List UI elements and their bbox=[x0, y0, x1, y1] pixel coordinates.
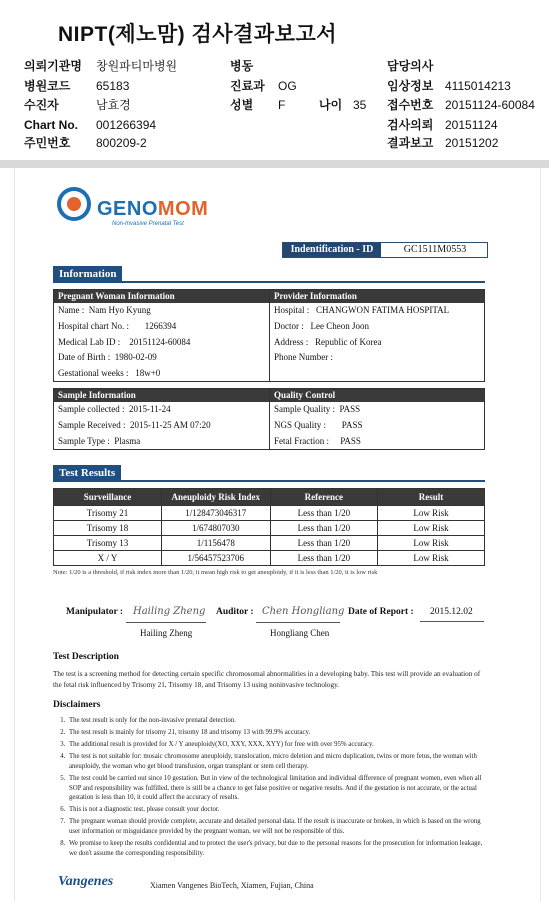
page-divider bbox=[0, 160, 549, 168]
info-row: Hospital : CHANGWON FATIMA HOSPITAL bbox=[274, 305, 450, 315]
info-row: NGS Quality : PASS bbox=[274, 419, 363, 430]
logo-mother-icon bbox=[67, 197, 81, 211]
info-row: Sample Type : Plasma bbox=[58, 435, 141, 446]
table-cell: Trisomy 13 bbox=[54, 536, 162, 551]
manipulator-label: Manipulator : bbox=[66, 607, 124, 617]
auditor-name: Hongliang Chen bbox=[270, 628, 330, 638]
table-cell: Low Risk bbox=[378, 536, 485, 551]
identification-box bbox=[282, 242, 488, 258]
table-cell: Low Risk bbox=[378, 551, 485, 566]
table-cell: Low Risk bbox=[378, 506, 485, 521]
test-description-title: Test Description bbox=[53, 652, 119, 662]
test-description-text: The test is a screening method for detecting certain specific chromosomal abnormalities in a developing baby. This test will provide an evaluation of the fetal risk influenced by Trisomy 21, Trisomy 18, and Trisomy 13 using noninvasive technology. bbox=[53, 670, 481, 689]
hospital-name-field: 의뢰기관명 창원파티마병원 bbox=[24, 59, 178, 73]
table-cell: Low Risk bbox=[378, 521, 485, 536]
info-row: Name : Nam Hyo Kyung bbox=[58, 305, 151, 315]
table-cell: 1/128473046317 bbox=[162, 506, 271, 521]
vangenes-logo: Vangenes bbox=[58, 874, 114, 889]
column-header: Reference bbox=[270, 489, 378, 506]
info-row: Gestational weeks : 18w+0 bbox=[58, 368, 161, 379]
column-header: Surveillance bbox=[54, 489, 162, 506]
age-field: 나이 35 bbox=[319, 98, 367, 112]
date-of-report-label: Date of Report : bbox=[348, 607, 414, 617]
hospital-code-field: 병원코드 65183 bbox=[24, 79, 130, 93]
date-of-report-value: 2015.12.02 bbox=[430, 607, 473, 617]
results-header-row bbox=[54, 489, 485, 506]
disclaimer-item: 7. The pregnant woman should provide complete, accurate and detailed personal data. If the result is inaccurate or broken, in which is based on the wrong user information or misguidance provided by the pregnant woman, we will not be responsible of this. bbox=[67, 817, 485, 837]
department-field: 진료과 OG bbox=[230, 79, 297, 93]
table-cell: Trisomy 18 bbox=[54, 521, 162, 536]
manipulator-name: Hailing Zheng bbox=[140, 628, 193, 638]
info-row: Sample Quality : PASS bbox=[274, 404, 361, 414]
results-note: Note: 1/20 is a threshold, if risk index more than 1/20, it mean high risk to get aneuploidy, if it is less than 1/20, it is low risk bbox=[53, 569, 378, 576]
table-row bbox=[54, 521, 485, 536]
disclaimer-item: 8. We promise to keep the results confidential and to protect the user's privacy, but due to the personal reasons for the prosecution for information leakage, we don't assume the corresponding responsibility. bbox=[67, 839, 485, 859]
disclaimer-item: 3. The additional result is provided for X / Y aneuploidy(XO, XXY, XXX, XYY) for free with over 95% accuracy. bbox=[67, 740, 485, 750]
info-row: Sample collected : 2015-11-24 bbox=[58, 404, 171, 414]
sample-info-title: Sample Information bbox=[54, 389, 269, 402]
results-rule bbox=[53, 480, 485, 482]
genomom-logo: GENOMOM bbox=[97, 198, 209, 220]
manipulator-signature: Hailing Zheng bbox=[133, 606, 206, 617]
info-row: Address : Republic of Korea bbox=[274, 336, 382, 347]
table-row bbox=[54, 536, 485, 551]
info-row: Medical Lab ID : 20151124-60084 bbox=[58, 336, 191, 347]
info-row: Fetal Fraction : PASS bbox=[274, 435, 361, 446]
report-title: NIPT(제노맘) 검사결과보고서 bbox=[58, 23, 338, 46]
pregnant-info-title: Pregnant Woman Information bbox=[54, 290, 269, 303]
resident-no-field: 주민번호 800209-2 bbox=[24, 136, 147, 150]
auditor-line bbox=[256, 622, 340, 623]
provider-info-title: Provider Information bbox=[270, 290, 484, 303]
auditor-label: Auditor : bbox=[216, 607, 254, 617]
disclaimer-item: 6. This is not a diagnostic test, please consult your doctor. bbox=[67, 805, 485, 815]
disclaimer-item: 5. The test could be carried out since 10 gestation. But in view of the technological limitation and individual difference of pregnant women, even when all SOP and responsibility was fulfilled, there is still be a chance to get false positive or negative results. And if the gestation is not accurate, or the actual gestation is less than 10, it could affect the accuracy of results. bbox=[67, 774, 485, 803]
table-cell: 1/56457523706 bbox=[162, 551, 271, 566]
info-row: Date of Birth : 1980-02-09 bbox=[58, 352, 157, 363]
chart-no-field: Chart No. 001266394 bbox=[24, 118, 157, 132]
table-cell: X / Y bbox=[54, 551, 162, 566]
pregnant-info-box bbox=[53, 289, 270, 382]
quality-control-box bbox=[269, 388, 485, 450]
report-date-field: 결과보고 20151202 bbox=[387, 136, 499, 150]
info-row: Phone Number : bbox=[274, 352, 333, 363]
disclaimers-list bbox=[53, 716, 485, 861]
column-header: Result bbox=[378, 489, 485, 506]
auditor-signature: Chen Hongliang bbox=[262, 606, 345, 617]
table-cell: Less than 1/20 bbox=[270, 536, 378, 551]
info-row: Doctor : Lee Cheon Joon bbox=[274, 320, 369, 331]
doctor-field: 담당의사 bbox=[387, 59, 434, 73]
identification-label: Indentification - ID bbox=[283, 243, 381, 257]
disclaimers-title: Disclaimers bbox=[53, 700, 101, 710]
date-line bbox=[420, 621, 484, 622]
patient-name-field: 수진자 남효경 bbox=[24, 98, 131, 112]
table-cell: 1/674807030 bbox=[162, 521, 271, 536]
quality-control-title: Quality Control bbox=[270, 389, 484, 402]
info-row: Sample Received : 2015-11-25 AM 07:20 bbox=[58, 419, 211, 430]
sample-info-box bbox=[53, 388, 270, 450]
results-table bbox=[53, 488, 485, 566]
table-cell: Less than 1/20 bbox=[270, 521, 378, 536]
information-rule bbox=[53, 281, 485, 283]
information-heading: Information bbox=[53, 266, 122, 282]
logo-subtitle: Non-Invasive Prenatal Test bbox=[112, 221, 184, 227]
clinical-info-field: 임상정보 4115014213 bbox=[387, 79, 511, 93]
sex-field: 성별 F bbox=[230, 98, 286, 112]
provider-info-box bbox=[269, 289, 485, 382]
ward-field: 병동 bbox=[230, 59, 254, 73]
table-row bbox=[54, 551, 485, 566]
table-cell: Trisomy 21 bbox=[54, 506, 162, 521]
disclaimer-item: 4. The test is not suitable for: mosaic chromosome aneuploidy, translocation, micro deletion and micro duplication, twins or more fetus, the woman with aneuploidy, the woman who get blood transfusion, organ transplant or stem cell therapy. bbox=[67, 752, 485, 772]
table-cell: Less than 1/20 bbox=[270, 506, 378, 521]
table-row bbox=[54, 506, 485, 521]
test-results-heading: Test Results bbox=[53, 465, 121, 481]
table-cell: Less than 1/20 bbox=[270, 551, 378, 566]
request-date-field: 검사의뢰 20151124 bbox=[387, 118, 498, 132]
disclaimer-item: 2. The test result is mainly for trisomy 21, trisomy 18 and trisomy 13 with 99.9% accuracy. bbox=[67, 728, 485, 738]
footer-company: Xiamen Vangenes BioTech, Xiamen, Fujian, China bbox=[150, 881, 314, 890]
table-cell: 1/1156478 bbox=[162, 536, 271, 551]
identification-value: GC1511M0553 bbox=[403, 244, 467, 255]
column-header: Aneuploidy Risk Index bbox=[162, 489, 271, 506]
disclaimer-item: 1. The test result is only for the non-invasive prenatal detection. bbox=[67, 716, 485, 726]
receipt-no-field: 접수번호 20151124-60084 bbox=[387, 98, 535, 112]
manipulator-line bbox=[126, 622, 206, 623]
info-row: Hospital chart No. : 1266394 bbox=[58, 320, 177, 331]
